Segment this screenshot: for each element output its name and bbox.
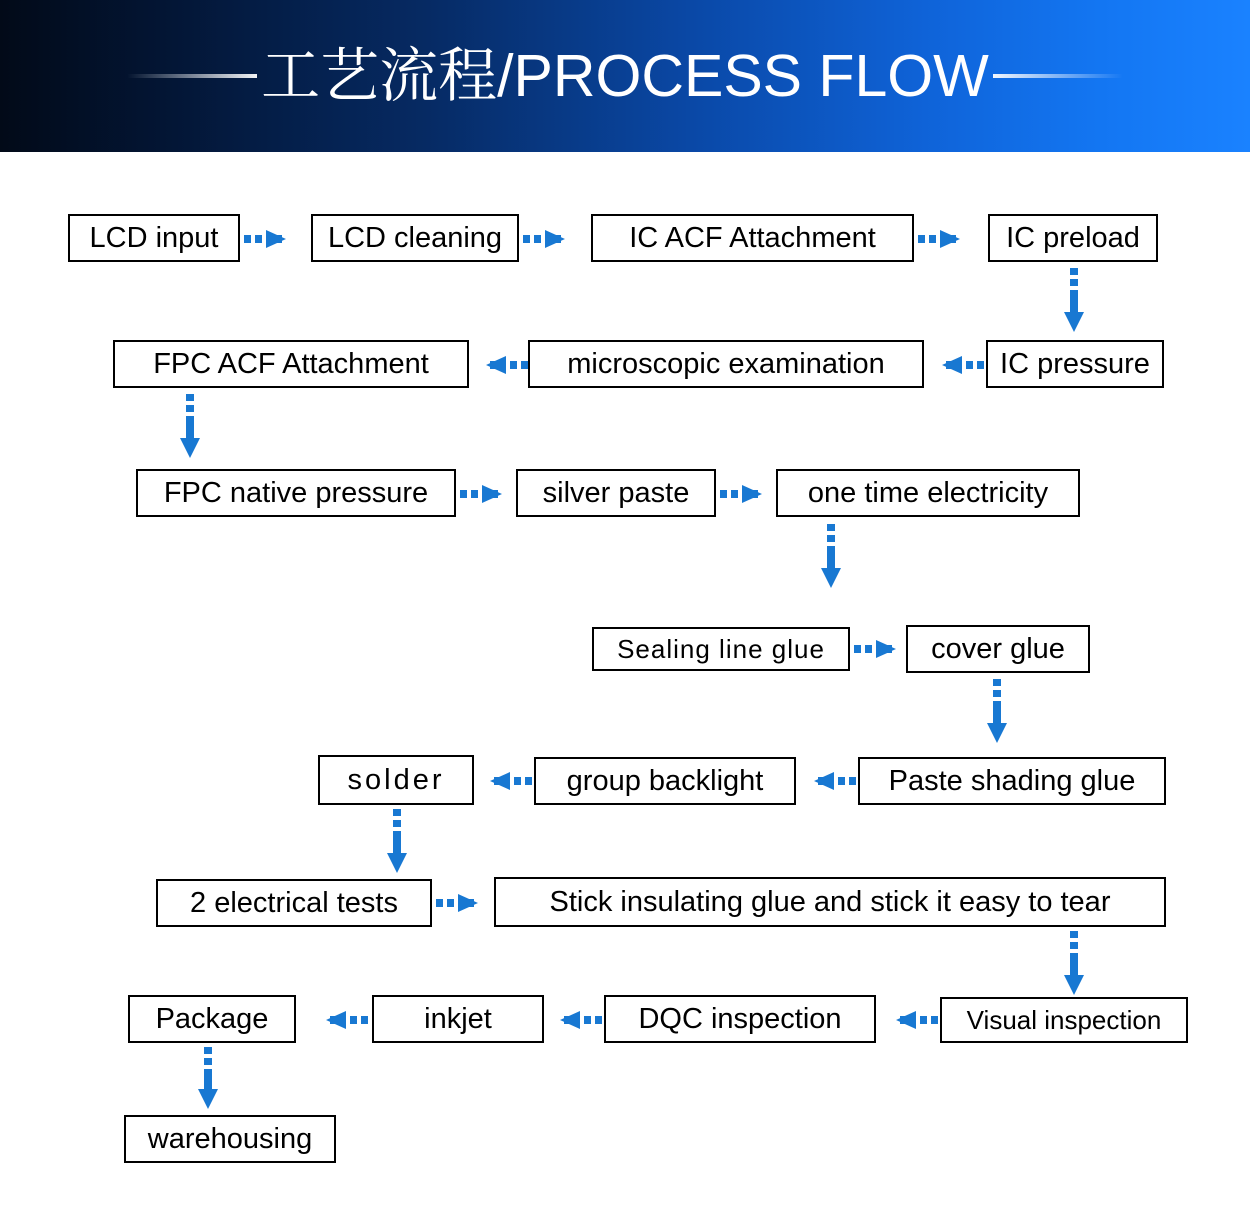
node-fpc-acf-attachment[interactable]: FPC ACF Attachment	[113, 340, 469, 388]
node-visual-inspection[interactable]: Visual inspection	[940, 997, 1188, 1043]
node-two-electrical-tests[interactable]: 2 electrical tests	[156, 879, 432, 927]
banner-left-rule	[127, 74, 257, 78]
arrow-one-time-electricity-to-cover-glue	[819, 524, 843, 598]
node-fpc-native-pressure[interactable]: FPC native pressure	[136, 469, 456, 517]
node-sealing-line-glue[interactable]: Sealing line glue	[592, 627, 850, 671]
node-ic-pressure[interactable]: IC pressure	[986, 340, 1164, 388]
node-group-backlight[interactable]: group backlight	[534, 757, 796, 805]
arrow-ic-pressure-to-microscopic	[922, 354, 984, 376]
arrow-group-backlight-to-solder	[474, 770, 532, 792]
arrow-stick-insulating-glue-to-visual-inspection	[1062, 931, 1086, 1005]
node-solder[interactable]: solder	[318, 755, 474, 805]
node-one-time-electricity[interactable]: one time electricity	[776, 469, 1080, 517]
arrow-ic-preload-to-ic-pressure	[1062, 268, 1086, 342]
node-ic-preload[interactable]: IC preload	[988, 214, 1158, 262]
header-banner	[0, 0, 1250, 152]
arrow-dqc-inspection-to-inkjet	[544, 1009, 602, 1031]
arrow-lcd-cleaning-to-ic-acf	[523, 228, 587, 250]
header-banner-content	[0, 0, 1250, 152]
banner-right-rule	[993, 74, 1123, 78]
node-inkjet[interactable]: inkjet	[372, 995, 544, 1043]
node-paste-shading-glue[interactable]: Paste shading glue	[858, 757, 1166, 805]
arrow-electrical-tests-to-stick-insulating-glue	[436, 892, 494, 914]
arrow-microscopic-to-fpc-acf	[466, 354, 528, 376]
arrow-sealing-line-glue-to-cover-glue	[854, 638, 910, 660]
node-microscopic-examination[interactable]: microscopic examination	[528, 340, 924, 388]
arrow-visual-inspection-to-dqc-inspection	[880, 1009, 938, 1031]
node-silver-paste[interactable]: silver paste	[516, 469, 716, 517]
page-title: 工艺流程/PROCESS FLOW	[261, 42, 989, 109]
node-package[interactable]: Package	[128, 995, 296, 1043]
process-flow-diagram	[0, 152, 1250, 1226]
node-dqc-inspection[interactable]: DQC inspection	[604, 995, 876, 1043]
arrow-paste-shading-to-group-backlight	[798, 770, 856, 792]
arrow-fpc-native-to-silver-paste	[460, 483, 518, 505]
arrow-cover-glue-to-paste-shading-glue	[985, 679, 1009, 753]
node-lcd-input[interactable]: LCD input	[68, 214, 240, 262]
node-warehousing[interactable]: warehousing	[124, 1115, 336, 1163]
arrow-lcd-input-to-lcd-cleaning	[244, 228, 308, 250]
arrow-fpc-acf-to-fpc-native-pressure	[178, 394, 202, 468]
node-cover-glue[interactable]: cover glue	[906, 625, 1090, 673]
arrow-inkjet-to-package	[310, 1009, 368, 1031]
node-stick-insulating-glue[interactable]: Stick insulating glue and stick it easy to tear	[494, 877, 1166, 927]
arrow-silver-paste-to-one-time-electricity	[720, 483, 778, 505]
node-ic-acf-attachment[interactable]: IC ACF Attachment	[591, 214, 914, 262]
arrow-ic-acf-to-ic-preload	[918, 228, 982, 250]
arrow-solder-to-electrical-tests	[385, 809, 409, 883]
node-lcd-cleaning[interactable]: LCD cleaning	[311, 214, 519, 262]
arrow-package-to-warehousing	[196, 1047, 220, 1121]
